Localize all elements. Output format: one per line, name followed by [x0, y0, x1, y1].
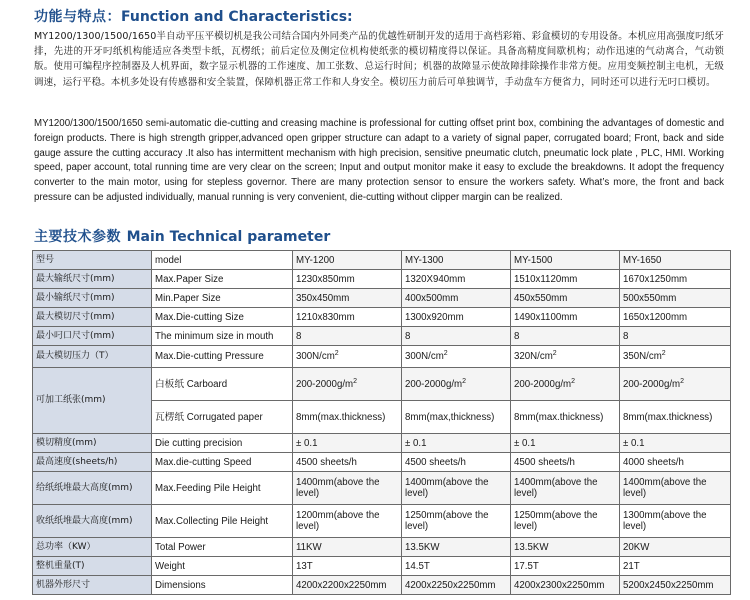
table-row — [33, 289, 731, 308]
row-label-en: Min.Paper Size — [152, 289, 293, 308]
row-label-en: Total Power — [152, 538, 293, 557]
value-cell: 1300mm(above the level) — [620, 505, 731, 538]
value-cell: 4200x2300x2250mm — [511, 576, 620, 595]
value-cell: 1510x1120mm — [511, 270, 620, 289]
value-cell: $300N/cm^2$ — [293, 346, 402, 368]
row-label-cn: 模切精度(mm) — [33, 434, 152, 453]
row-label-cn: 总功率（KW） — [33, 538, 152, 557]
row-label-cn: 最小输纸尺寸(mm) — [33, 289, 152, 308]
value-cell: $200-2000g/m^2$ — [511, 368, 620, 401]
row-label-cn: 收纸纸堆最大高度(mm) — [33, 505, 152, 538]
row-label-en: Max.Collecting Pile Height — [152, 505, 293, 538]
table-row — [33, 346, 731, 368]
model-name-cell: MY-1500 — [511, 251, 620, 270]
row-label-cn: 最高速度(sheets/h) — [33, 453, 152, 472]
value-cell: 1200mm(above the level) — [293, 505, 402, 538]
row-label-cn: 最大模切尺寸(mm) — [33, 308, 152, 327]
value-cell: 14.5T — [402, 557, 511, 576]
model-name-cell: MY-1650 — [620, 251, 731, 270]
value-cell: 8 — [620, 327, 731, 346]
value-cell: 4000 sheets/h — [620, 453, 731, 472]
value-cell: $320N/cm^2$ — [511, 346, 620, 368]
value-cell: 1230x850mm — [293, 270, 402, 289]
value-cell: 450x550mm — [511, 289, 620, 308]
value-cell: 17.5T — [511, 557, 620, 576]
row-label-en: 白板纸 Carboard — [152, 368, 293, 401]
row-label-en: Max.Die-cutting Pressure — [152, 346, 293, 368]
value-cell: 4200x2250x2250mm — [402, 576, 511, 595]
row-label-cn: 整机重量(T) — [33, 557, 152, 576]
value-cell: 1250mm(above the level) — [402, 505, 511, 538]
value-cell: 8 — [293, 327, 402, 346]
title-en: Main Technical parameter — [126, 229, 331, 245]
row-label-cn: 最大模切压力（T） — [33, 346, 152, 368]
value-cell: 4500 sheets/h — [402, 453, 511, 472]
value-cell: 11KW — [293, 538, 402, 557]
row-label-en: Max.die-cutting Speed — [152, 453, 293, 472]
value-cell: 400x500mm — [402, 289, 511, 308]
table-row — [33, 538, 731, 557]
value-cell: 8mm(max.thickness) — [293, 401, 402, 434]
row-label-cn: 最小叼口尺寸(mm) — [33, 327, 152, 346]
value-cell: 4200x2200x2250mm — [293, 576, 402, 595]
row-label-cn: 最大输纸尺寸(mm) — [33, 270, 152, 289]
section-title-function — [34, 6, 353, 26]
description-cn: MY1200/1300/1500/1650半自动平压平模切机是我公司结合国内外同类产品的优越性研制开发的适用于高档彩箱、彩盒模切的专用设备。本机应用高强度叼纸牙排，先进的开牙叼纸机构能适应各类型卡纸，瓦楞纸；前后定位及侧定位机构使纸张的模切精度得以保证。具备高精度间歇机构；动作迅速的气动离合，气动锁版。使用可编程序控制器及人机界面，数字显示机器的工作速度、加工张数、总运行时间；机器的故障显示使故障排除操作非常方便。应用变频控制主电机，无级调速，运行平稳。本机多处设有传感器和安全装置，保障机器正常工作和人身安全。模切压力前后可单独调节，手动盘车方便省力，同时还可以进行无叼口模切。 — [34, 31, 724, 88]
table-row — [33, 308, 731, 327]
value-cell: 8 — [511, 327, 620, 346]
value-cell: 1250mm(above the level) — [511, 505, 620, 538]
value-cell: 1400mm(above the level) — [511, 472, 620, 505]
table-row — [33, 453, 731, 472]
row-label-en: Max.Feeding Pile Height — [152, 472, 293, 505]
table-row — [33, 472, 731, 505]
value-cell: 1490x1100mm — [511, 308, 620, 327]
value-cell: 1320X940mm — [402, 270, 511, 289]
value-cell: 4500 sheets/h — [511, 453, 620, 472]
value-cell: 20KW — [620, 538, 731, 557]
value-cell: 13.5KW — [511, 538, 620, 557]
value-cell: $200-2000g/m^2$ — [402, 368, 511, 401]
value-cell: 13T — [293, 557, 402, 576]
value-cell: 8 — [402, 327, 511, 346]
section-title-parameters — [34, 226, 330, 246]
value-cell: 5200x2450x2250mm — [620, 576, 731, 595]
value-cell: $200-2000g/m^2$ — [293, 368, 402, 401]
value-cell: 21T — [620, 557, 731, 576]
description-en: MY1200/1300/1500/1650 semi-automatic die-cutting and creasing machine is professional for cutting offset print box, combining the advantages of domestic and foreign products. There is high strength gripper,advanced open gripper structure can adapt to a variety of signal paper, corrugated board; Front, back and side gauge assure the cutting accuracy .It also has intermittent mechanism with high precision, sensitive pneumatic clutch, pneumatic lock plate , PLC, HMI. Working speed, paper account, total running time are very clear on the screen; Input and output monitor make it easy to exclude the breakdowns. It adopt the frequency converter to the main motor, using for stepless governor. There are many protection sensor to ensure the workers safety. What’s more, the front and back pressure can be adjusted individually, manual running is very convenient, die-cutting without clipper margin can be realized. — [34, 118, 724, 203]
row-label-en: Weight — [152, 557, 293, 576]
value-cell: 4500 sheets/h — [293, 453, 402, 472]
value-cell: 1670x1250mm — [620, 270, 731, 289]
value-cell: $300N/cm^2$ — [402, 346, 511, 368]
value-cell: 8mm(max.thickness) — [511, 401, 620, 434]
value-cell: $350N/cm^2$ — [620, 346, 731, 368]
value-cell: 1400mm(above the level) — [620, 472, 731, 505]
value-cell: 1400mm(above the level) — [402, 472, 511, 505]
row-label-cn: 型号 — [33, 251, 152, 270]
table-row — [33, 557, 731, 576]
table-row — [33, 505, 731, 538]
spec-table — [32, 250, 731, 595]
value-cell: $200-2000g/m^2$ — [620, 368, 731, 401]
title-cn: 主要技术参数 — [34, 229, 121, 245]
value-cell: 8mm(max.thickness) — [620, 401, 731, 434]
row-label-cn: 给纸纸堆最大高度(mm) — [33, 472, 152, 505]
value-cell: ± 0.1 — [402, 434, 511, 453]
table-row — [33, 434, 731, 453]
value-cell: 350x450mm — [293, 289, 402, 308]
row-label-en: The minimum size in mouth — [152, 327, 293, 346]
value-cell: 500x550mm — [620, 289, 731, 308]
value-cell: ± 0.1 — [293, 434, 402, 453]
table-row — [33, 270, 731, 289]
row-label-en: Max.Paper Size — [152, 270, 293, 289]
table-row — [33, 327, 731, 346]
model-name-cell: MY-1300 — [402, 251, 511, 270]
row-label-cn: 机器外形尺寸 — [33, 576, 152, 595]
value-cell: 1300x920mm — [402, 308, 511, 327]
row-label-en: Dimensions — [152, 576, 293, 595]
model-name-cell: MY-1200 — [293, 251, 402, 270]
row-label-en: Max.Die-cutting Size — [152, 308, 293, 327]
value-cell: ± 0.1 — [620, 434, 731, 453]
row-label-en: 瓦楞纸 Corrugated paper — [152, 401, 293, 434]
value-cell: 1210x830mm — [293, 308, 402, 327]
title-cn: 功能与特点： — [34, 9, 121, 25]
table-row — [33, 576, 731, 595]
value-cell: 8mm(max,thickness) — [402, 401, 511, 434]
value-cell: 13.5KW — [402, 538, 511, 557]
row-label-cn: 可加工纸张(mm) — [33, 368, 152, 434]
title-en: Function and Characteristics: — [121, 9, 353, 25]
table-row — [33, 368, 731, 401]
value-cell: 1650x1200mm — [620, 308, 731, 327]
value-cell: ± 0.1 — [511, 434, 620, 453]
value-cell: 1400mm(above the level) — [293, 472, 402, 505]
row-label-en: model — [152, 251, 293, 270]
row-label-en: Die cutting precision — [152, 434, 293, 453]
table-header-row — [33, 251, 731, 270]
